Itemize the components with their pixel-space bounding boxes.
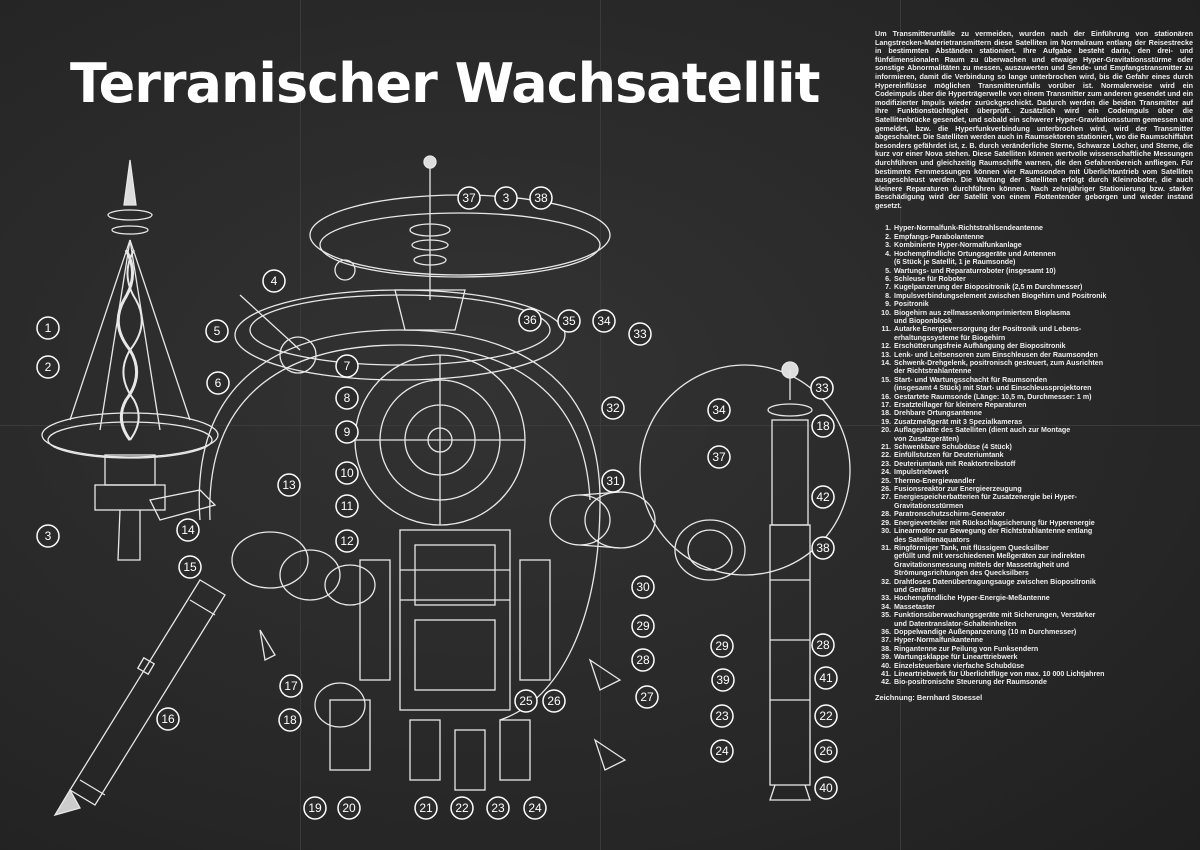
callout-label: 22 [455,801,469,815]
callout-marker [415,797,437,819]
legend-item [875,594,1193,602]
legend-number: 38. [881,644,891,653]
legend-number: 41. [881,670,891,678]
callout-label: 4 [270,274,278,288]
legend-text: Thermo-Energiewandler [894,476,976,485]
callout-label: 37 [462,191,476,205]
legend-item [875,283,1193,291]
callout-marker [336,355,358,377]
legend-item [875,351,1193,359]
legend-text: Schleuse für Roboter [894,274,966,283]
legend-text: Kugelpanzerung der Biopositronik (2,5 m Durchmesser) [894,283,1083,292]
legend-number: 26. [881,485,891,494]
callout-label: 25 [519,694,533,708]
legend-text: Hyper-Normalfunkantenne [894,636,984,645]
callout-label: 35 [562,314,576,328]
callout-marker [632,615,654,637]
legend-item [875,527,1193,544]
legend-item [875,544,1193,578]
legend-number: 30. [881,527,891,536]
callout-label: 16 [161,712,175,726]
legend-item [875,241,1193,249]
callout-label: 1 [44,321,52,335]
callout-marker [37,525,59,547]
legend-item [875,611,1193,628]
legend-item [875,376,1193,393]
callout-marker [602,397,624,419]
callout-marker [812,634,834,656]
legend-item [875,636,1193,644]
legend-number: 18. [881,409,891,418]
callout-label: 40 [819,781,833,795]
legend-item [875,468,1193,476]
legend-number: 13. [881,350,891,359]
callout-label: 13 [282,478,296,492]
callout-label: 18 [283,713,297,727]
legend-number: 16. [881,392,891,401]
callout-label: 18 [816,419,830,433]
callout-marker [711,635,733,657]
legend-text: Linearmotor zur Bewegung der Richtstrahlantenne entlang des Satellitenäquators [894,527,1093,544]
description-column [875,30,1193,702]
legend-item [875,645,1193,653]
callout-marker [812,415,834,437]
callout-label: 7 [343,359,351,373]
callout-marker [336,421,358,443]
legend-item [875,325,1193,342]
legend-text: Hochempfindliche Hyper-Energie-Meßantenne [894,594,1050,603]
legend-text: Hochempfindliche Ortungsgeräte und Antennen (6 Stück je Satellit, 1 je Raumsonde) [894,249,1056,267]
callout-marker [451,797,473,819]
callout-label: 3 [44,529,52,543]
callout-marker [458,187,480,209]
callout-label: 9 [343,425,351,439]
legend-number: 10. [881,308,891,317]
callout-marker [815,777,837,799]
legend-number: 23. [881,459,891,468]
legend-item [875,662,1193,670]
callout-marker [336,495,358,517]
launched-probe [55,580,225,815]
callout-marker [629,323,651,345]
legend-item [875,393,1193,401]
legend-item [875,443,1193,451]
legend-text: Ersatzteillager für kleinere Reparaturen [894,401,1027,409]
callout-marker [815,740,837,762]
legend-item [875,628,1193,636]
legend-number: 31. [881,543,891,552]
callout-marker [207,372,229,394]
intro-paragraph: Um Transmitterunfälle zu vermeiden, wurden nach der Einführung von stationären Langstrecken-Materietransmittern diese Satelliten im Normalraum entlang der Reisestrecke in bestimmten Abständen stationiert. Ihre Aufgabe besteht darin, den drei- und fünfdimensionalen Raum zu überwachen und etwaige Hyper-Gravitationsstürme oder sonstige Abnormalitäten zu messen, auszuwerten und Sende- und Empfangstransmitter zu informieren, damit die Verbindung so lange unterbrochen wird, bis die Gefahr eines durch Hypereinflüsse möglichen Transmitterunfalls vorüber ist. Normalerweise wird ein Codeimpuls über die Hyperträgerwelle von einem Transmitter zum anderen gesendet und ein modifizierter Impuls wieder zurückgeschickt. Dadurch werden die beiden Transmitter auf ihre Funktionstüchtigkeit überprüft. Zusätzlich wird ein Codeimpuls über die Satellitenbrücke gesendet, und sobald ein schwerer Hyper-Gravitationssturm gemessen und gemeldet, bzw. die Hyperfunkverbindung unterbrochen wird, wird der Transmitter abgeschaltet. Die Satelliten werden auch in Raumsektoren stationiert, wo die Raumschiffahrt besonders gefährdet ist, z. B. durch veränderliche Sterne, Schwarze Löcher, und Sterne, die kurz vor einer Nova stehen. Diese Satelliten können wertvolle wissenschaftliche Messungen durchführen und gleichzeitig Raumschiffe warnen, die den Gefahrenbereich anfliegen. Für bestimmte Fernmessungen können vier Raumsonden mit Überlichtantrieb vom Satelliten ausgeschleust werden. Die Wartung der Satelliten erfolgt durch Kleinroboter, die auch kleinere Reparaturen durchführen können. Nach zehnjähriger Stationierung bzw. starker Beschädigung wird der Satellit von einem Flottentender geborgen und wieder instand gesetzt. [875,29,1193,210]
callout-marker [712,669,734,691]
callout-label: 21 [419,801,433,815]
legend-number: 35. [881,611,891,620]
legend-number: 34. [881,602,891,611]
callout-marker [336,530,358,552]
legend-text: Einfüllstutzen für Deuteriumtank [894,451,1004,460]
callout-label: 8 [343,391,351,405]
legend-item [875,653,1193,661]
legend-text: Hyper-Normalfunk-Richtstrahlsendeantenne [894,224,1043,233]
legend-item [875,519,1193,527]
legend-item [875,359,1193,376]
legend-text: Wartungsklappe für Linearttriebwerk [894,653,1018,662]
callout-label: 38 [816,541,830,555]
legend-item [875,578,1193,595]
callout-label: 23 [715,709,729,723]
legend-item [875,267,1193,275]
legend-number: 42. [881,678,891,687]
callout-marker [636,686,658,708]
callout-marker [711,705,733,727]
legend-number: 36. [881,627,891,636]
legend-item [875,451,1193,459]
legend-number: 22. [881,451,891,460]
legend-text: Drehbare Ortungsantenne [894,409,982,418]
callout-marker [812,486,834,508]
legend-number: 40. [881,661,891,670]
legend-number: 33. [881,594,891,603]
callout-label: 27 [640,690,654,704]
callout-marker [558,310,580,332]
legend-item [875,426,1193,443]
legend-item [875,477,1193,485]
callout-marker [515,690,537,712]
callout-label: 31 [606,474,620,488]
callout-marker [811,377,833,399]
legend-item [875,678,1193,686]
callout-label: 19 [308,801,322,815]
callout-layer [37,187,837,819]
legend-text: Kombinierte Hyper-Normalfunkanlage [894,241,1022,250]
legend-item [875,460,1193,468]
callout-label: 30 [636,580,650,594]
legend-text: Positronik [894,300,929,309]
callout-marker [157,708,179,730]
callout-marker [179,556,201,578]
callout-label: 39 [716,673,730,687]
legend-item [875,485,1193,493]
callout-marker [708,446,730,468]
callout-label: 34 [712,403,726,417]
legend-item [875,401,1193,409]
callout-marker [278,474,300,496]
legend-number: 1. [885,224,891,233]
legend-text: Erschütterungsfreie Aufhängung der Biopositronik [894,342,1066,351]
callout-label: 34 [597,314,611,328]
callout-marker [495,187,517,209]
callout-marker [632,649,654,671]
legend-number: 6. [885,274,891,283]
poster-title: Terranischer Wachsatellit [70,52,820,115]
legend-text: Ringantenne zur Peilung von Funksendern [894,644,1039,653]
legend-number: 2. [885,232,891,241]
legend-item [875,233,1193,241]
callout-label: 29 [715,639,729,653]
callout-label: 14 [181,523,195,537]
legend-item [875,670,1193,678]
legend-item [875,409,1193,417]
drawing-credit: Zeichnung: Bernhard Stoessel [875,692,983,702]
antenna-mast-left [42,160,218,560]
legend-text: Empfangs-Parabolantenne [894,232,984,241]
legend-text: Schwenkbare Schubdüse (4 Stück) [894,443,1012,452]
callout-label: 36 [523,313,537,327]
legend-text: Impulstriebwerk [894,468,949,477]
legend-text: Doppelwandige Außenpanzerung (10 m Durchmesser) [894,627,1077,636]
callout-marker [280,675,302,697]
callout-marker [263,270,285,292]
legend-number: 25. [881,476,891,485]
legend-text: Biogehirn aus zellmassenkomprimiertem Bioplasma und Bioponblock [894,308,1071,325]
callout-label: 28 [816,638,830,652]
legend-text: Massetaster [894,602,936,611]
legend-text: Schwenk-Drehgelenk, positronisch gesteuert, zum Ausrichten der Richtstrahlantenne [894,358,1104,376]
legend-item [875,342,1193,350]
legend-number: 9. [885,300,891,309]
callout-label: 26 [819,744,833,758]
legend-item [875,224,1193,232]
legend-item [875,603,1193,611]
legend-number: 11. [881,325,891,334]
legend-text: Impulsverbindungselement zwischen Biogehirn und Positronik [894,291,1107,300]
legend-item [875,275,1193,283]
legend-number: 20. [881,426,891,435]
callout-marker [338,797,360,819]
legend-text: Einzelsteuerbare vierfache Schubdüse [894,661,1025,670]
callout-marker [336,462,358,484]
legend-item [875,300,1193,308]
legend-text: Lenk- und Leitsensoren zum Einschleusen der Raumsonden [894,350,1098,359]
callout-label: 2 [44,360,52,374]
callout-label: 29 [636,619,650,633]
callout-marker [279,709,301,731]
legend-number: 19. [881,417,891,426]
callout-marker [37,317,59,339]
callout-marker [632,576,654,598]
callout-label: 37 [712,450,726,464]
legend-item [875,292,1193,300]
legend-item [875,418,1193,426]
legend-text: Lineartriebwerk für Überlichtflüge von max. 10 000 Lichtjahren [894,670,1105,678]
legend-text: Auflageplatte des Satelliten (dient auch zur Montage von Zusatzgeräten) [894,426,1071,443]
callout-marker [543,690,565,712]
legend-text: Deuteriumtank mit Reaktortreibstoff [894,459,1016,468]
callout-label: 12 [340,534,354,548]
callout-label: 28 [636,653,650,667]
legend-number: 37. [881,636,891,645]
satellite-sphere [199,156,655,790]
callout-marker [530,187,552,209]
callout-marker [177,519,199,541]
legend-number: 27. [881,493,891,502]
legend-number: 32. [881,577,891,586]
callout-label: 10 [340,466,354,480]
legend-number: 8. [885,291,891,300]
callout-label: 11 [340,499,354,513]
legend-item [875,250,1193,267]
legend-text: Drahtloses Datenübertragungsauge zwischen Biopositronik und Geräten [894,577,1096,594]
legend-text: Wartungs- und Reparaturroboter (insgesamt 10) [894,266,1056,275]
legend-text: Energiespeicherbatterien für Zusatzenergie bei Hyper- Gravitationsstürmen [894,493,1077,510]
legend-number: 15. [881,375,891,384]
legend-number: 39. [881,653,891,662]
callout-label: 3 [502,191,510,205]
legend-number: 14. [881,358,891,367]
legend-text: Paratronschutzschirm-Generator [894,510,1006,519]
legend-item [875,309,1193,326]
legend-number: 28. [881,510,891,519]
legend-number: 24. [881,468,891,477]
legend-text: Gestartete Raumsonde (Länge: 10,5 m, Durchmesser: 1 m) [894,392,1092,401]
callout-marker [519,309,541,331]
callout-label: 15 [183,560,197,574]
legend-item [875,493,1193,510]
legend-text: Zusatzmeßgerät mit 3 Spezialkameras [894,417,1023,426]
callout-marker [304,797,326,819]
callout-label: 42 [816,490,830,504]
callout-label: 32 [606,401,620,415]
callout-label: 23 [491,801,505,815]
callout-label: 33 [815,381,829,395]
legend-text: Autarke Energieversorgung der Positronik und Lebens- erhaltungssysteme für Biogehirn [894,325,1082,342]
callout-marker [487,797,509,819]
callout-label: 24 [528,801,542,815]
callout-marker [815,705,837,727]
callout-marker [815,667,837,689]
callout-label: 20 [342,801,356,815]
legend-number: 29. [881,518,891,527]
callout-marker [593,310,615,332]
callout-marker [336,387,358,409]
callout-label: 22 [819,709,833,723]
legend-number: 7. [885,283,891,292]
callout-label: 17 [284,679,298,693]
legend-number: 12. [881,342,891,351]
callout-label: 38 [534,191,548,205]
parts-legend [875,224,1193,686]
legend-number: 4. [885,249,891,258]
callout-marker [708,399,730,421]
legend-item [875,510,1193,518]
callout-label: 33 [633,327,647,341]
legend-text: Ringförmiger Tank, mit flüssigem Quecksilber gefüllt und mit verschiedenen Meßgeräten zur indirekten Gravitationsmessung mittels der Masseträgheit und Strömungsrichtungen des Quecksilbers [894,543,1085,578]
callout-label: 26 [547,694,561,708]
legend-text: Fusionsreaktor zur Energieerzeugung [894,485,1022,494]
callout-marker [524,797,546,819]
legend-text: Start- und Wartungsschacht für Raumsonden (insgesamt 4 Stück) mit Start- und Einschleussprojektoren [894,375,1092,393]
legend-number: 17. [881,401,891,409]
callout-marker [206,320,228,342]
callout-label: 6 [214,376,222,390]
callout-marker [812,537,834,559]
callout-marker [711,740,733,762]
legend-text: Funktionsüberwachungsgeräte mit Sicherungen, Verstärker und Datentranslator-Schalteinheiten [894,611,1096,628]
callout-label: 24 [715,744,729,758]
legend-number: 5. [885,266,891,275]
legend-text: Energieverteiler mit Rückschlagsicherung für Hyperenergie [894,518,1095,527]
callout-label: 41 [819,671,833,685]
legend-text: Bio-positronische Steuerung der Raumsonde [894,678,1047,687]
legend-number: 21. [881,443,891,452]
callout-marker [602,470,624,492]
callout-label: 5 [213,324,221,338]
callout-marker [37,356,59,378]
legend-number: 3. [885,241,891,250]
